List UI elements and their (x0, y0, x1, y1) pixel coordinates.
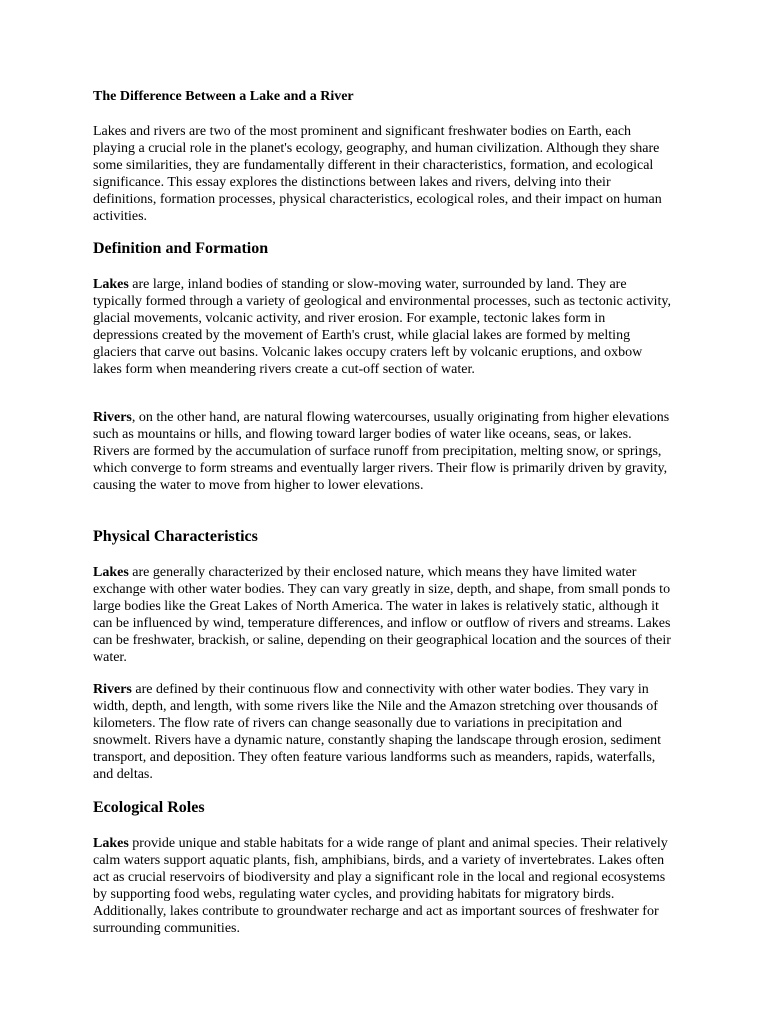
term-lakes: Lakes (93, 277, 129, 292)
paragraph-rivers-physical (93, 681, 671, 783)
paragraph-text: are large, inland bodies of standing or slow-moving water, surrounded by land. They are typically formed through a variety of geological and environmental processes, such as tectonic activity, glacial movements, volcanic activity, and river erosion. For example, tectonic lakes form in depressions created by the movement of Earth's crust, while glacial lakes are formed by melting glaciers that carve out basins. Volcanic lakes occupy craters left by volcanic eruptions, and oxbow lakes form when meandering rivers create a cut-off section of water. (93, 277, 671, 377)
paragraph-lakes-physical (93, 564, 671, 666)
term-lakes: Lakes (93, 565, 129, 580)
term-rivers: Rivers (93, 682, 132, 697)
document-title: The Difference Between a Lake and a River (93, 89, 354, 104)
section-heading-ecological: Ecological Roles (93, 799, 205, 816)
paragraph-text: provide unique and stable habitats for a wide range of plant and animal species. Their relatively calm waters support aquatic plants, fish, amphibians, birds, and a variety of invertebrates. Lakes often act as crucial reservoirs of biodiversity and play a significant role in the local and regional ecosystems by supporting food webs, regulating water cycles, and providing habitats for migratory birds. Additionally, lakes contribute to groundwater recharge and act as important sources of freshwater for surrounding communities. (93, 836, 668, 936)
intro-paragraph: Lakes and rivers are two of the most prominent and significant freshwater bodies on Earth, each playing a crucial role in the planet's ecology, geography, and human civilization. Although they share some similarities, they are fundamentally different in their characteristics, formation, and ecological significance. This essay explores the distinctions between lakes and rivers, delving into their definitions, formation processes, physical characteristics, ecological roles, and their impact on human activities. (93, 124, 662, 224)
term-lakes: Lakes (93, 836, 129, 851)
paragraph-lakes-definition (93, 276, 671, 378)
paragraph-rivers-definition (93, 409, 671, 494)
paragraph-text: are generally characterized by their enclosed nature, which means they have limited water exchange with other water bodies. They can vary greatly in size, depth, and shape, from small ponds to large bodies like the Great Lakes of North America. The water in lakes is relatively static, although it can be influenced by wind, temperature differences, and inflow or outflow of rivers and streams. Lakes can be freshwater, brackish, or saline, depending on their geographical location and the sources of their water. (93, 565, 671, 665)
paragraph-text: , on the other hand, are natural flowing watercourses, usually originating from higher elevations such as mountains or hills, and flowing toward larger bodies of water like oceans, seas, or lakes. Rivers are formed by the accumulation of surface runoff from precipitation, melting snow, or springs, which converge to form streams and eventually larger rivers. Their flow is primarily driven by gravity, causing the water to move from higher to lower elevations. (93, 410, 670, 493)
term-rivers: Rivers (93, 410, 132, 425)
section-heading-definition: Definition and Formation (93, 240, 269, 257)
paragraph-lakes-ecological (93, 835, 671, 937)
paragraph-text: are defined by their continuous flow and connectivity with other water bodies. They vary in width, depth, and length, with some rivers like the Nile and the Amazon stretching over thousands of kilometers. The flow rate of rivers can change seasonally due to variations in precipitation and snowmelt. Rivers have a dynamic nature, constantly shaping the landscape through erosion, sediment transport, and deposition. They often feature various landforms such as meanders, rapids, waterfalls, and deltas. (93, 682, 662, 782)
section-heading-physical: Physical Characteristics (93, 528, 258, 545)
